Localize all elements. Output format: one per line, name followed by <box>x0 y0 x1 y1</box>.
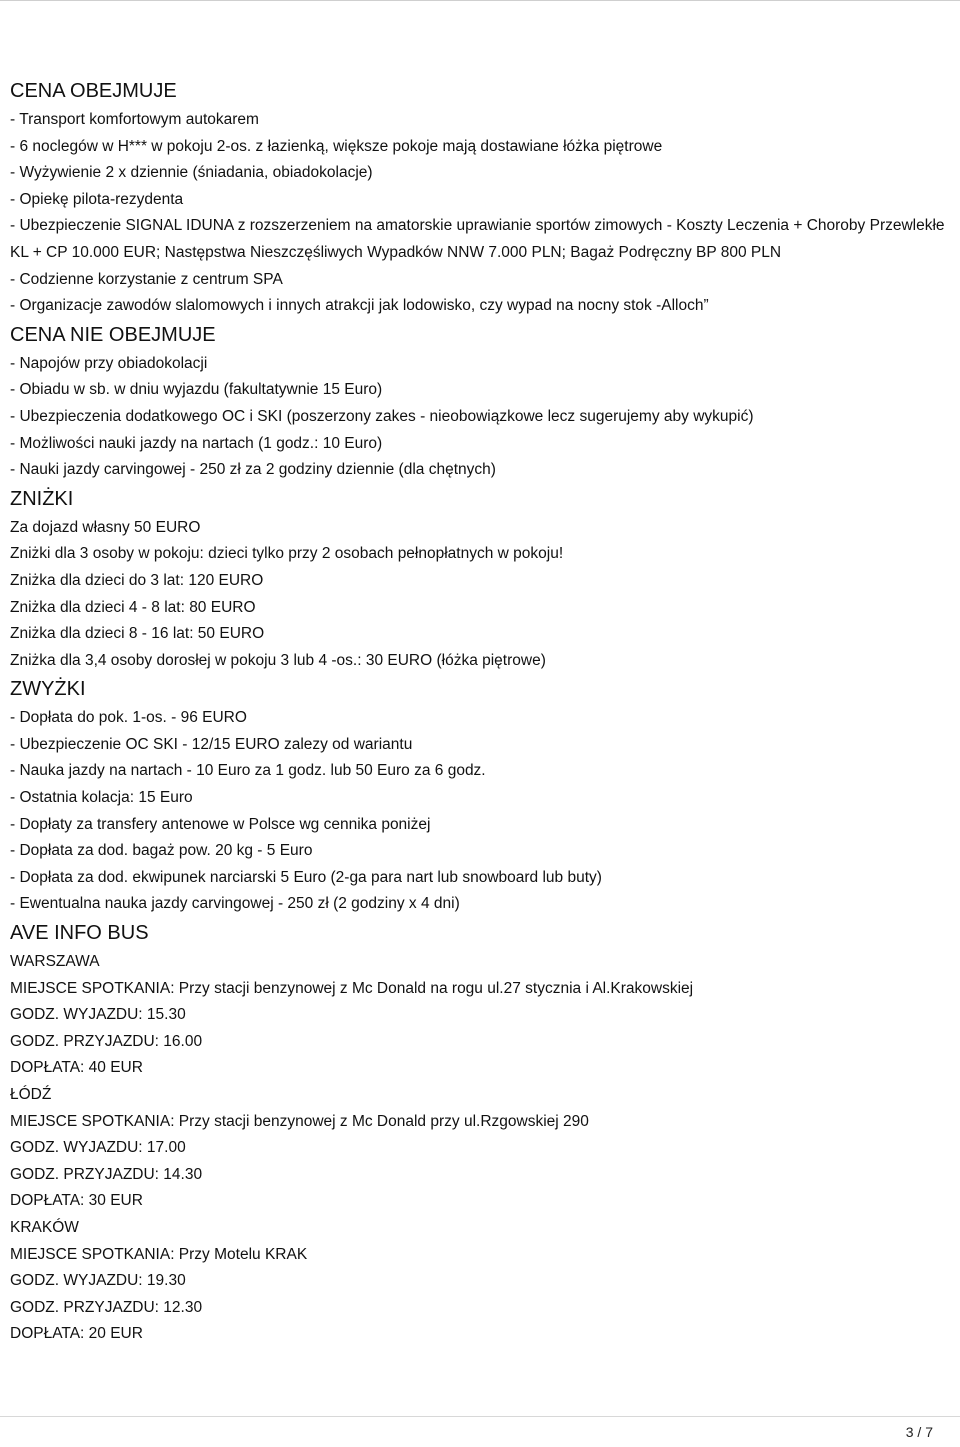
top-border <box>0 0 960 5</box>
list-item: Za dojazd własny 50 EURO <box>10 518 201 536</box>
list-item: Zniżka dla dzieci 4 - 8 lat: 80 EURO <box>10 598 256 616</box>
list-item: GODZ. WYJAZDU: 15.30 <box>10 1006 186 1024</box>
list-item: MIEJSCE SPOTKANIA: Przy stacji benzynowej z Mc Donald na rogu ul.27 stycznia i Al.Krakowskiej <box>10 979 694 997</box>
list-item: GODZ. PRZYJAZDU: 14.30 <box>10 1165 203 1183</box>
section-heading: ZWYŻKI <box>10 678 86 701</box>
list-item: Zniżka dla dzieci 8 - 16 lat: 50 EURO <box>10 625 265 643</box>
list-item: - Opiekę pilota-rezydenta <box>10 190 184 208</box>
list-item: - Codzienne korzystanie z centrum SPA <box>10 270 283 288</box>
list-item: - Ubezpieczenie OC SKI - 12/15 EURO zalezy od wariantu <box>10 735 413 753</box>
list-item: - Transport komfortowym autokarem <box>10 111 259 128</box>
list-item: - Dopłaty za transfery antenowe w Polsce wg cennika poniżej <box>10 815 431 833</box>
section-heading: AVE INFO BUS <box>10 922 149 945</box>
list-item: - 6 noclegów w H*** w pokoju 2-os. z łazienką, większe pokoje mają dostawiane łóżka piętrowe <box>10 137 663 155</box>
section-cena-nie-obejmuje <box>10 322 950 484</box>
list-item: MIEJSCE SPOTKANIA: Przy stacji benzynowej z Mc Donald przy ul.Rzgowskiej 290 <box>10 1112 589 1130</box>
list-item: - Dopłata do pok. 1-os. - 96 EURO <box>10 709 247 727</box>
section-heading: CENA NIE OBEJMUJE <box>10 323 216 346</box>
section-cena-obejmuje <box>10 78 950 320</box>
list-item: Zniżka dla dzieci do 3 lat: 120 EURO <box>10 571 264 589</box>
list-item: - Organizacje zawodów slalomowych i innych atrakcji jak lodowisko, czy wypad na nocny stok -Alloch” <box>10 297 709 315</box>
list-item: Zniżka dla 3,4 osoby dorosłej w pokoju 3 lub 4 -os.: 30 EURO (łóżka piętrowe) <box>10 651 546 669</box>
list-item: - Dopłata za dod. bagaż pow. 20 kg - 5 Euro <box>10 842 313 860</box>
document-body <box>10 78 950 1348</box>
section-heading: ZNIŻKI <box>10 487 74 510</box>
list-item: - Wyżywienie 2 x dziennie (śniadania, obiadokolacje) <box>10 164 373 182</box>
page-number: 3 / 7 <box>905 1424 933 1440</box>
list-item: DOPŁATA: 20 EUR <box>10 1325 143 1343</box>
city-name: KRAKÓW <box>10 1218 79 1236</box>
list-item: - Możliwości nauki jazdy na nartach (1 godz.: 10 Euro) <box>10 434 383 452</box>
list-item: MIEJSCE SPOTKANIA: Przy Motelu KRAK <box>10 1245 308 1263</box>
list-item: - Ubezpieczenia dodatkowego OC i SKI (poszerzony zakes - nieobowiązkowe lecz sugerujemy aby wykupić) <box>10 407 754 425</box>
list-item: - Nauki jazdy carvingowej - 250 zł za 2 godziny dziennie (dla chętnych) <box>10 461 496 479</box>
list-item: GODZ. WYJAZDU: 19.30 <box>10 1272 186 1290</box>
list-item: GODZ. PRZYJAZDU: 12.30 <box>10 1298 203 1316</box>
section-ave-info-bus <box>10 920 950 1348</box>
list-item: - Ostatnia kolacja: 15 Euro <box>10 789 193 807</box>
list-item: - Dopłata za dod. ekwipunek narciarski 5 Euro (2-ga para nart lub snowboard lub buty) <box>10 868 602 886</box>
list-item: - Ewentualna nauka jazdy carvingowej - 250 zł (2 godziny x 4 dni) <box>10 895 460 913</box>
list-item: - Obiadu w sb. w dniu wyjazdu (fakultatywnie 15 Euro) <box>10 381 383 399</box>
section-zwyzki <box>10 676 950 918</box>
city-name: WARSZAWA <box>10 953 100 971</box>
list-item: DOPŁATA: 40 EUR <box>10 1059 143 1077</box>
list-item: - Nauka jazdy na nartach - 10 Euro za 1 godz. lub 50 Euro za 6 godz. <box>10 762 486 780</box>
list-item: GODZ. WYJAZDU: 17.00 <box>10 1139 186 1157</box>
list-item: DOPŁATA: 30 EUR <box>10 1192 143 1210</box>
footer-divider <box>0 1416 960 1417</box>
city-name: ŁÓDŹ <box>10 1086 52 1103</box>
list-item: GODZ. PRZYJAZDU: 16.00 <box>10 1032 203 1050</box>
list-item: Zniżki dla 3 osoby w pokoju: dzieci tylko przy 2 osobach pełnopłatnych w pokoju! <box>10 545 564 563</box>
list-item: - Ubezpieczenie SIGNAL IDUNA z rozszerzeniem na amatorskie uprawianie sportów zimowych - Koszty Leczenia + Choroby Przewlekłe KL + CP 10.000 EUR; Następstwa Nieszczęśliwych Wypadków NNW 7.000 PLN; Bagaż Podręczny BP 800 PLN <box>10 217 945 261</box>
section-heading: CENA OBEJMUJE <box>10 80 177 102</box>
list-item: - Napojów przy obiadokolacji <box>10 354 208 372</box>
section-znizki <box>10 486 950 675</box>
